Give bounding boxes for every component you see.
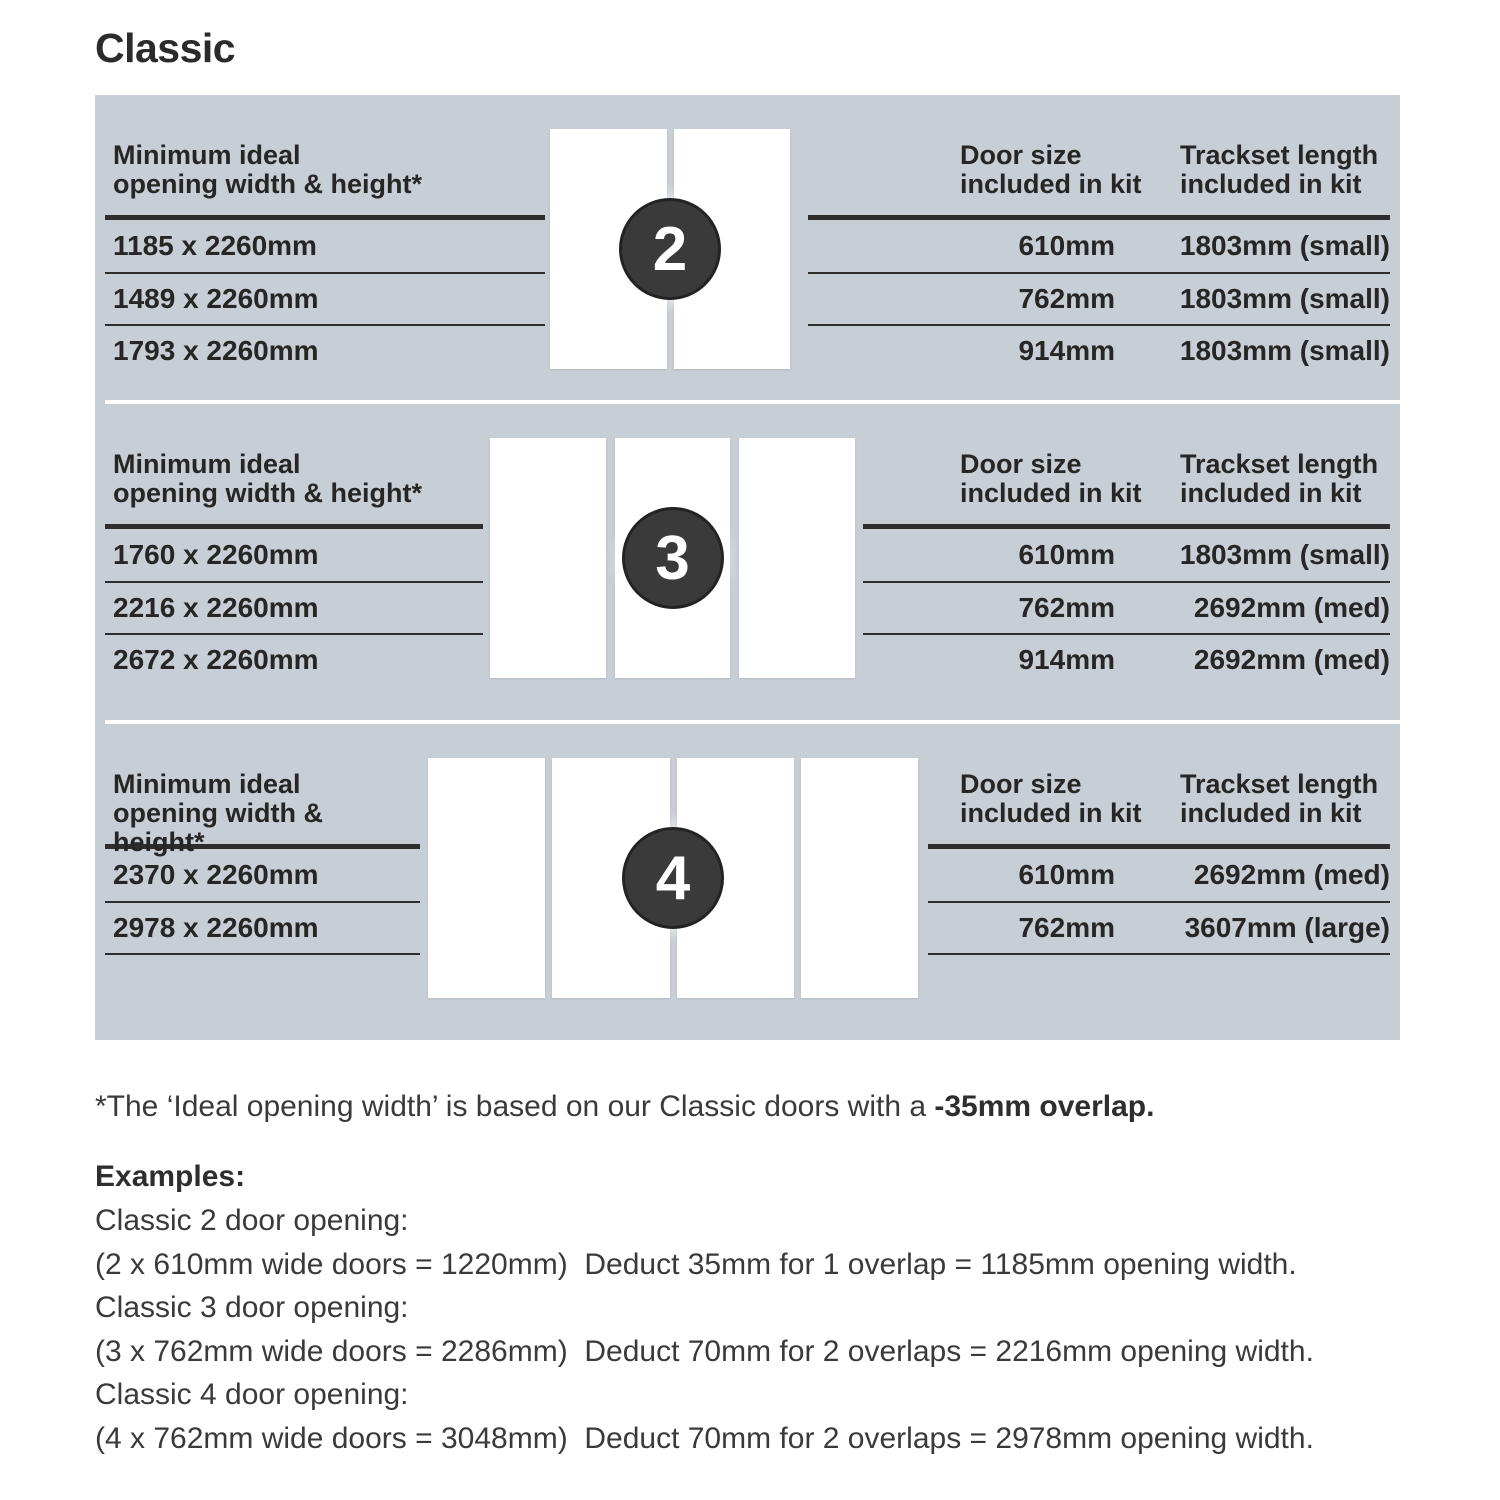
examples-block (95, 1199, 1314, 1460)
door-panel (801, 758, 918, 998)
header-line: Trackset length (1180, 449, 1379, 479)
opening-size-table (105, 135, 545, 376)
door-illustration-3 (490, 438, 855, 678)
kit-table-header (808, 135, 1390, 215)
trackset-value: 2692mm (med) (1180, 581, 1390, 633)
trackset-value: 2692mm (med) (1193, 859, 1390, 890)
door-panel (739, 438, 855, 678)
door-count-badge: 3 (622, 507, 724, 609)
door-size-header (863, 450, 1180, 524)
trackset-value: 1803mm (small) (1180, 272, 1390, 324)
trackset-value: 1803mm (small) (1180, 324, 1390, 376)
trackset-value: 1803mm (small) (1179, 230, 1390, 261)
header-line: included in kit (1180, 798, 1362, 828)
kit-row (863, 633, 1390, 685)
door-count-badge: 4 (622, 827, 724, 929)
example-line: (4 x 762mm wide doors = 3048mm) Deduct 70mm for 2 overlaps = 2978mm opening width. (95, 1421, 1314, 1455)
door-size-value: 610mm (1018, 859, 1115, 890)
example-line: (3 x 762mm wide doors = 2286mm) Deduct 70mm for 2 overlaps = 2216mm opening width. (95, 1334, 1314, 1368)
header-line: Trackset length (1180, 140, 1379, 170)
opening-size-row: 2370 x 2260mm (113, 859, 319, 890)
header-line: included in kit (1180, 169, 1362, 199)
opening-size-row: 1185 x 2260mm (113, 230, 317, 261)
header-line: included in kit (960, 169, 1142, 199)
header-line: Door size (960, 449, 1082, 479)
header-line: Door size (960, 769, 1082, 799)
kit-row (808, 272, 1390, 324)
door-size-value: 610mm (1018, 539, 1115, 570)
trackset-header (1180, 450, 1390, 524)
opening-size-row: 1793 x 2260mm (105, 324, 545, 376)
header-line: Trackset length (1180, 769, 1379, 799)
door-size-value: 762mm (863, 581, 1180, 633)
table-bottom-rule (928, 953, 1390, 955)
trackset-value: 2692mm (med) (1180, 633, 1390, 685)
door-size-value: 762mm (808, 272, 1180, 324)
opening-size-row: 1489 x 2260mm (105, 272, 545, 324)
trackset-header (1180, 141, 1390, 215)
kit-table (928, 764, 1390, 955)
opening-size-header (105, 444, 483, 524)
door-size-value: 914mm (863, 633, 1180, 685)
opening-size-table (105, 764, 420, 955)
header-line: Door size (960, 140, 1082, 170)
kit-row (808, 324, 1390, 376)
opening-size-table (105, 444, 483, 685)
door-size-header (808, 141, 1180, 215)
example-line: Classic 2 door opening: (95, 1204, 409, 1237)
header-line: included in kit (960, 798, 1142, 828)
kit-table (863, 444, 1390, 685)
kit-table-header (928, 764, 1390, 844)
door-panel (490, 438, 606, 678)
overlap-footnote (95, 1090, 1154, 1124)
kit-table (808, 135, 1390, 376)
trackset-header (1180, 770, 1390, 844)
header-line: Minimum ideal (113, 449, 301, 479)
header-line: included in kit (1180, 478, 1362, 508)
trackset-value: 3607mm (large) (1180, 901, 1390, 953)
footnote-text: *The ‘Ideal opening width’ is based on our Classic doors with a (95, 1090, 935, 1123)
kit-row (863, 529, 1390, 581)
opening-size-row: 1760 x 2260mm (113, 539, 319, 570)
examples-heading: Examples: (95, 1160, 246, 1193)
example-line: Classic 3 door opening: (95, 1291, 409, 1324)
opening-size-header (105, 764, 420, 857)
kit-row (808, 220, 1390, 272)
example-line: Classic 4 door opening: (95, 1378, 409, 1411)
door-size-value: 610mm (1018, 230, 1115, 261)
header-line: included in kit (960, 478, 1142, 508)
kit-row (863, 581, 1390, 633)
door-illustration-4 (428, 758, 918, 998)
door-illustration-2 (550, 129, 790, 369)
door-size-value: 762mm (928, 901, 1180, 953)
header-line: Minimum ideal (113, 140, 301, 170)
header-line: opening width & height* (113, 478, 422, 508)
header-line: Minimum ideal (113, 769, 301, 799)
section-4-door (95, 724, 1400, 1040)
kit-row (928, 849, 1390, 901)
door-size-header (928, 770, 1180, 844)
opening-size-header (105, 135, 545, 215)
header-line: opening width & height* (113, 798, 323, 857)
section-3-door (95, 404, 1400, 720)
page-title: Classic (95, 25, 236, 71)
example-line: (2 x 610mm wide doors = 1220mm) Deduct 35mm for 1 overlap = 1185mm opening width. (95, 1247, 1297, 1281)
kit-row (928, 901, 1390, 953)
kit-table-header (863, 444, 1390, 524)
header-line: opening width & height* (113, 169, 422, 199)
footnote-bold-text: -35mm overlap. (934, 1090, 1155, 1123)
spec-panel (95, 95, 1400, 1040)
door-size-value: 914mm (808, 324, 1180, 376)
opening-size-row: 2672 x 2260mm (105, 633, 483, 685)
door-panel (428, 758, 545, 998)
section-2-door (95, 95, 1400, 400)
opening-size-row: 2216 x 2260mm (105, 581, 483, 633)
table-bottom-rule (105, 953, 420, 955)
opening-size-row: 2978 x 2260mm (105, 901, 420, 953)
trackset-value: 1803mm (small) (1179, 539, 1390, 570)
door-count-badge: 2 (619, 198, 721, 300)
